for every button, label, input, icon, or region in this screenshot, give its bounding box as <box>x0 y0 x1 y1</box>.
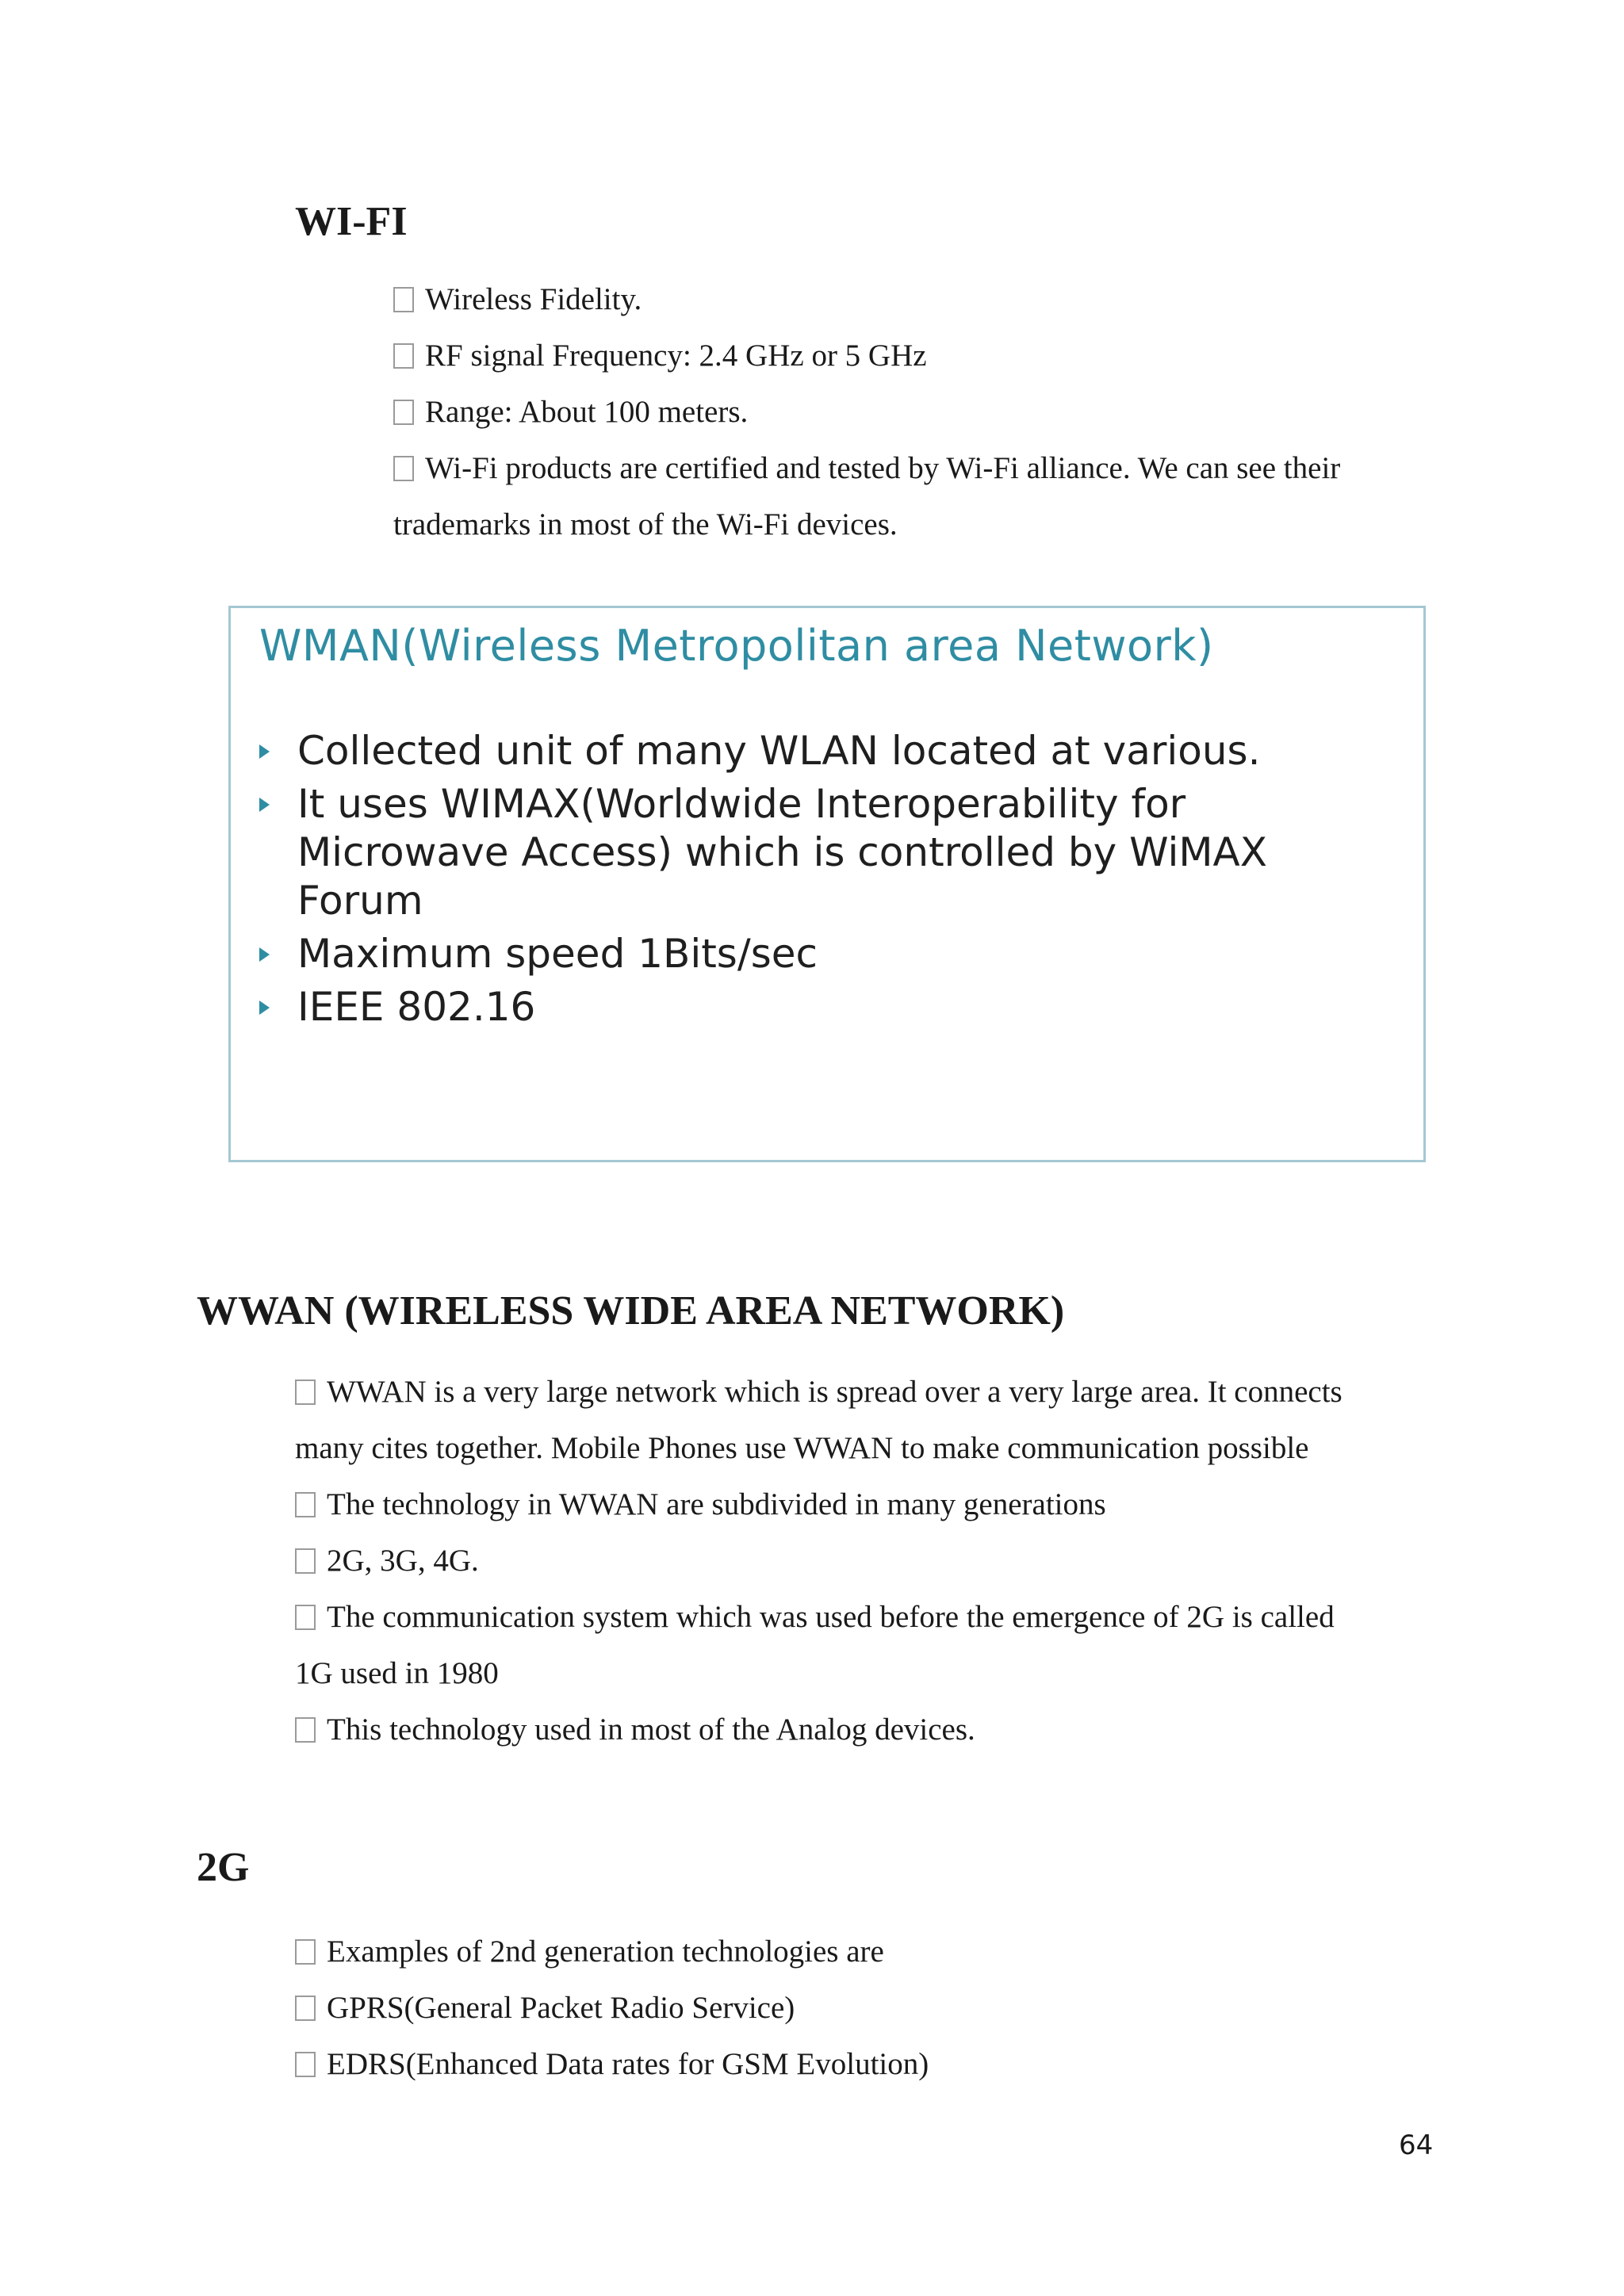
wwan-heading: WWAN (WIRELESS WIDE AREA NETWORK) <box>197 1288 1065 1334</box>
wman-slide-title: WMAN(Wireless Metropolitan area Network) <box>259 621 1214 671</box>
wman-slide-bullet-text: Collected unit of many WLAN located at various. <box>297 728 1261 774</box>
missing-glyph-box-icon <box>295 1605 316 1630</box>
missing-glyph-box-icon <box>295 1939 316 1965</box>
wwan-bullet-line <box>295 1364 1437 1420</box>
wwan-bullet-line <box>295 1701 1437 1758</box>
wwan-bullet-text: WWAN is a very large network which is spread over a very large area. It connects <box>327 1375 1342 1409</box>
wman-slide-bullet-text: It uses WIMAX(Worldwide Interoperability for Microwave Access) which is controlled by WiMAX Forum <box>297 781 1267 924</box>
2g-bullet-line <box>295 1980 1437 2036</box>
bullet-arrow-icon <box>259 798 270 812</box>
wwan-bullet-item <box>295 1701 1437 1758</box>
wifi-bullet-line <box>393 440 1456 496</box>
wifi-bullet-line <box>393 271 1456 327</box>
wwan-bullet-text: This technology used in most of the Analog devices. <box>327 1712 975 1747</box>
2g-bullet-line <box>295 2036 1437 2092</box>
missing-glyph-box-icon <box>295 1548 316 1574</box>
missing-glyph-box-icon <box>295 1380 316 1405</box>
wifi-bullet-text: Range: About 100 meters. <box>425 395 749 429</box>
wman-slide-bullet-list <box>259 727 1401 1036</box>
wifi-bullet-item <box>393 271 1456 327</box>
2g-heading: 2G <box>197 1845 250 1890</box>
2g-bullet-item <box>295 1923 1437 1980</box>
wman-slide-bullet <box>259 780 1401 925</box>
wman-slide-bullet <box>259 930 1401 978</box>
missing-glyph-box-icon <box>393 456 414 481</box>
wwan-bullet-line <box>295 1533 1437 1589</box>
page-number: 64 <box>1399 2130 1434 2161</box>
wifi-bullet-line <box>393 327 1456 384</box>
2g-bullet-item <box>295 1980 1437 2036</box>
bullet-arrow-icon <box>259 1001 270 1015</box>
wwan-bullet-text: The technology in WWAN are subdivided in many generations <box>327 1487 1106 1521</box>
wifi-bullet-list <box>393 271 1456 553</box>
wwan-bullet-text: The communication system which was used before the emergence of 2G is called <box>327 1600 1335 1634</box>
wifi-bullet-text: Wireless Fidelity. <box>425 282 642 316</box>
missing-glyph-box-icon <box>295 1492 316 1517</box>
bullet-arrow-icon <box>259 947 270 962</box>
wwan-bullet-line <box>295 1476 1437 1533</box>
wifi-bullet-item <box>393 440 1456 553</box>
wifi-bullet-line <box>393 384 1456 440</box>
bullet-arrow-icon <box>259 744 270 759</box>
wman-slide-bullet-text: IEEE 802.16 <box>297 984 536 1030</box>
wifi-heading: WI-FI <box>295 199 408 244</box>
2g-bullet-item <box>295 2036 1437 2092</box>
wman-slide-image <box>228 606 1426 1162</box>
wwan-bullet-item <box>295 1476 1437 1533</box>
wifi-bullet-text: Wi-Fi products are certified and tested by Wi-Fi alliance. We can see their <box>425 451 1341 485</box>
wwan-bullet-item <box>295 1533 1437 1589</box>
2g-bullet-list <box>295 1923 1437 2092</box>
missing-glyph-box-icon <box>295 2052 316 2077</box>
wifi-bullet-text: trademarks in most of the Wi-Fi devices. <box>393 507 898 541</box>
wman-slide-bullet <box>259 727 1401 775</box>
missing-glyph-box-icon <box>393 343 414 369</box>
wifi-bullet-text: RF signal Frequency: 2.4 GHz or 5 GHz <box>425 339 927 373</box>
wwan-bullet-line <box>295 1420 1437 1476</box>
wman-slide-bullet-text: Maximum speed 1Bits/sec <box>297 931 818 977</box>
2g-bullet-text: Examples of 2nd generation technologies are <box>327 1934 884 1969</box>
2g-bullet-text: EDRS(Enhanced Data rates for GSM Evolution) <box>327 2047 929 2081</box>
wwan-bullet-text: 1G used in 1980 <box>295 1656 499 1690</box>
wwan-bullet-item <box>295 1364 1437 1476</box>
wwan-bullet-list <box>295 1364 1437 1758</box>
wwan-bullet-item <box>295 1589 1437 1701</box>
2g-bullet-text: GPRS(General Packet Radio Service) <box>327 1991 795 2025</box>
wwan-bullet-line <box>295 1589 1437 1645</box>
wman-slide-bullet <box>259 983 1401 1031</box>
2g-bullet-line <box>295 1923 1437 1980</box>
wwan-bullet-text: many cites together. Mobile Phones use WWAN to make communication possible <box>295 1431 1309 1465</box>
missing-glyph-box-icon <box>295 1996 316 2021</box>
wwan-bullet-line <box>295 1645 1437 1701</box>
missing-glyph-box-icon <box>393 400 414 425</box>
wwan-bullet-text: 2G, 3G, 4G. <box>327 1544 479 1578</box>
missing-glyph-box-icon <box>295 1717 316 1743</box>
missing-glyph-box-icon <box>393 287 414 312</box>
wifi-bullet-item <box>393 327 1456 384</box>
wifi-bullet-line <box>393 496 1456 553</box>
wifi-bullet-item <box>393 384 1456 440</box>
